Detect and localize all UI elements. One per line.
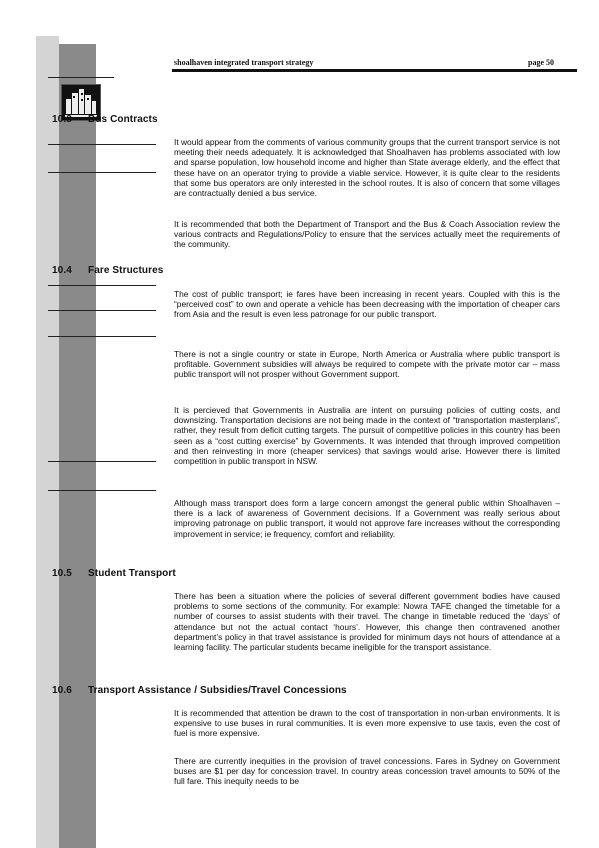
page-number: page 50 [528,58,554,67]
paragraph: Although mass transport does form a large concern amongst the general public within Shoalhaven – there is a lack of awareness of Government decisions. If a Government was really serious about improving patronage on public transport, it would not approve fare increases without the corresponding improvement in service; ie frequency, comfort and reliability. [174,498,560,539]
paragraph: It is recommended that attention be drawn to the cost of transportation in non-urban environments. It is expensive to use buses in rural communities. It is even more expensive to use taxis, even the cost of fuel is more expensive. [174,708,560,739]
margin-rule [48,461,156,462]
margin-rule [48,310,156,311]
margin-rule [48,77,114,78]
header-rule [172,69,577,72]
left-margin-bar-light [36,36,59,848]
paragraph: The cost of public transport; ie fares have been increasing in recent years. Coupled with this is the “perceived cost” to own and operate a vehicle has been decreasing with the importation of cheaper cars from Asia and the result is even less patronage for our public transport. [174,289,560,320]
running-header-title: shoalhaven integrated transport strategy [174,58,314,67]
margin-rule [48,172,156,173]
margin-rule [48,490,156,491]
paragraph: It would appear from the comments of various community groups that the current transport service is not meeting their needs adequately. It is acknowledged that Shoalhaven has problems associated with low and sparse population, low household income and higher than State average elderly, and the effect that these have on an operator trying to provide a viable service. However, it is quite clear to the residents that some bus operators are only interested in the school routes. It is also of concern that some villages are contractually denied a bus service. [174,137,560,199]
section-heading-10-6: 10.6 Transport Assistance / Subsidies/Travel Concessions [52,685,347,696]
paragraph: There are currently inequities in the provision of travel concessions. Fares in Sydney on Government buses are $1 per day for concession travel. In country areas concession travel amounts to 50% of the full fare. This inequity needs to be [174,756,560,787]
section-heading-10-3: 10.3 Bus Contracts [52,114,158,125]
section-heading-10-4: 10.4 Fare Structures [52,265,164,276]
paragraph: It is recommended that both the Department of Transport and the Bus & Coach Association review the various contracts and Regulations/Policy to ensure that the services actually meet the requirements of the community. [174,219,560,250]
paragraph: There has been a situation where the policies of several different government bodies have caused problems to some sections of the community. For example: Nowra TAFE changed the timetable for a number of courses to assist students with their travel. The change in timetable reduced the ‘days’ of attendance but not the actual contact ‘hours’. However, this change then contravened another department’s policy in that travel assistance is provided for minimum days not hours of attendance at a learning facility. The particular students became ineligible for the transport assistance. [174,591,560,653]
margin-rule [48,285,156,286]
left-margin-bar-dark [59,44,96,848]
paragraph: It is percieved that Governments in Australia are intent on pursuing policies of cutting costs, and downsizing. Transportation decisions are not being made in the context of “transportation masterplans”, rather, they result from deficit cutting targets. The pursuit of competitive policies in this country has been seen as a “cost cutting exercise” by Governments. It was intended that through improved competition and then reinvesting in more (cheaper services) that savings would arise. However there is limited competition in public transport in NSW. [174,405,560,467]
margin-rule [48,336,156,337]
section-heading-10-5: 10.5 Student Transport [52,568,176,579]
paragraph: There is not a single country or state in Europe, North America or Australia where public transport is profitable. Government subsidies will always be required to compete with the private motor car – mass public transport will not prosper without Government support. [174,349,560,380]
margin-rule [48,144,156,145]
